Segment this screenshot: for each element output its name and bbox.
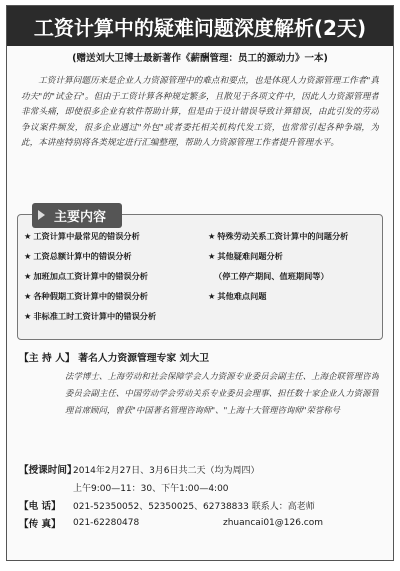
main-content-heading	[32, 203, 122, 228]
advertisement	[6, 5, 394, 561]
schedule-label: 【授课时间】	[19, 465, 77, 476]
ad-subtitle: (赠送刘大卫博士最新著作《薪酬管理：员工的源动力》一本)	[72, 53, 328, 64]
content-item: ★ 特殊劳动关系工资计算中的问题分析	[208, 231, 349, 241]
star-icon: ★	[208, 251, 216, 261]
star-icon: ★	[24, 271, 32, 281]
star-icon: ★	[208, 291, 216, 301]
schedule-hours-row	[19, 478, 381, 496]
ad-title: 工资计算中的疑难问题深度解析(2天)	[7, 6, 393, 46]
phone-value: 021-52350052、52350025、62738833 联系人：高老师	[73, 501, 315, 512]
host-row	[19, 350, 381, 364]
content-item: ★ 工资计算中最常见的错误分析	[24, 231, 140, 241]
email-value[interactable]: zhuancai01@126.com	[223, 518, 324, 528]
star-icon: ★	[24, 231, 32, 241]
fax-label: 【传 真】	[19, 519, 61, 530]
schedule-row	[19, 460, 381, 478]
intro-paragraph: 工资计算问题历来是企业人力资源管理中的难点和要点，也是体现人力资源管理工作者"真功夫"的"试金石"。但由于工资计算各种规定繁多，且散见于各项文件中，因此人力资源管理者非常头痛，即使很多企业有软件帮助计算，但是由于设计错误导致计算错误，由此引发的劳动争议案件频发，很多企业遇过"外包"或者委托相关机构代发工资，也常常引起各种争端，为此，本讲座特别将各类规定进行汇编整理，帮助人力资源管理工作者提升管理水平。	[21, 76, 379, 149]
content-item: ★ 各种假期工资计算中的错误分析	[24, 291, 148, 301]
schedule-hours: 上午9:00—11：30、下午1:00—4:00	[73, 483, 229, 494]
star-icon: ★	[24, 291, 32, 301]
content-item: ★ 非标准工时工资计算中的错误分析	[24, 311, 157, 321]
host-name: 著名人力资源管理专家 刘大卫	[78, 353, 210, 364]
star-icon: ★	[24, 251, 32, 261]
content-item: ★ 其他难点问题	[208, 291, 267, 301]
content-item: ★ 加班加点工资计算中的错误分析	[24, 271, 148, 281]
info-section	[19, 460, 381, 532]
schedule-date: 2014年2月27日、3月6日共二天（均为周四）	[73, 465, 260, 476]
triangle-icon	[38, 210, 45, 220]
host-label: 【主 持 人】	[19, 353, 75, 364]
phone-label: 【电 话】	[19, 501, 61, 512]
main-content-box	[17, 210, 383, 340]
fax-value: 021-62280478	[73, 518, 140, 528]
content-item-note: （停工停产期间、值班期间等）	[214, 271, 329, 281]
main-content-title: 主要内容	[54, 210, 107, 225]
content-items	[24, 231, 378, 335]
star-icon: ★	[24, 311, 32, 321]
content-item: ★ 其他疑难问题分析	[208, 251, 283, 261]
fax-row	[19, 514, 381, 532]
host-bio: 法学博士、上海劳动和社会保障学会人力资源专业委员会副主任、上海企联管理咨询委员会副主任、中国劳动学会劳动关系专业委员会理事、担任数十家企业人力资源管理首席顾问，曾获"中国著名管理咨询师"、"上海十大管理咨询师"荣誉称号	[65, 371, 379, 415]
content-item: ★ 工资总额计算中的错误分析	[24, 251, 132, 261]
phone-row	[19, 496, 381, 514]
star-icon: ★	[208, 231, 216, 241]
